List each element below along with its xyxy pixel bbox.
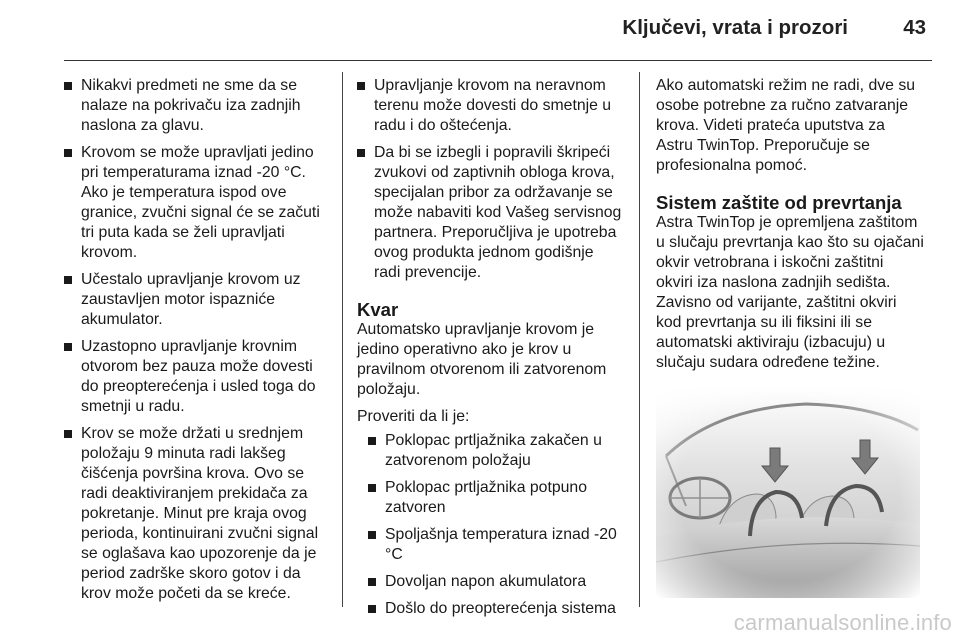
bullet-square-icon — [64, 276, 72, 284]
column-divider — [639, 72, 640, 607]
bullet-square-icon — [368, 605, 376, 613]
list-item — [64, 337, 326, 417]
bullet-square-icon — [368, 578, 376, 586]
list-item — [357, 76, 623, 136]
bullet-list — [64, 76, 326, 604]
list-item — [357, 143, 623, 283]
bullet-text: Upravljanje krovom na neravnom terenu može dovesti do smetnje u radu i do oštećenja. — [374, 77, 612, 134]
bullet-list — [357, 76, 623, 283]
section-heading-kvar: Kvar — [357, 299, 399, 320]
check-intro: Proveriti da li je: — [357, 408, 470, 425]
page-header — [0, 0, 960, 62]
header-rule — [64, 60, 932, 61]
watermark: carmanualsonline.info — [733, 610, 952, 635]
section-heading-rollover: Sistem zaštite od prevrtanja — [656, 192, 902, 213]
bullet-text: Krov se može držati u srednjem položaju 9 minuta radi lakšeg čišćenja površina krova. Ovo se radi deaktiviranjem prekidača za pokretanje. Minut pre kraja ovog perioda, kontinuirani zvučni signal se oglašava kao upozorenje da je period zadrške skoro gotov i da krov može početi da se kreće. — [81, 425, 319, 602]
bullet-square-icon — [368, 531, 376, 539]
bullet-square-icon — [64, 149, 72, 157]
bullet-text: Došlo do preopterećenja sistema — [385, 600, 616, 617]
bullet-text: Krovom se može upravljati jedino pri temperaturama iznad -20 °C. Ako je temperatura ispod ove granice, zvučni signal će se začuti tri puta kada se želi upravljati krovom. — [81, 144, 320, 261]
check-list — [357, 431, 623, 619]
list-item — [357, 431, 623, 471]
bullet-square-icon — [357, 82, 365, 90]
column-right — [656, 76, 924, 428]
bullet-square-icon — [64, 430, 72, 438]
header-title: Ključevi, vrata i prozori — [622, 16, 848, 39]
bullet-square-icon — [64, 343, 72, 351]
bullet-text: Spoljašnja temperatura iznad -20 °C — [385, 526, 617, 563]
bullet-text: Dovoljan napon akumulatora — [385, 573, 587, 590]
list-item — [64, 424, 326, 604]
bullet-text: Nikakvi predmeti ne sme da se nalaze na pokrivaču iza zadnjih naslona za glavu. — [81, 77, 301, 134]
list-item — [357, 572, 623, 592]
list-item — [64, 143, 326, 263]
bullet-square-icon — [357, 149, 365, 157]
bullet-text: Uzastopno upravljanje krovnim otvorom bez pauza može dovesti do preopterećenja i usled toga do smetnji u radu. — [81, 338, 316, 415]
bullet-text: Poklopac prtljažnika potpuno zatvoren — [385, 479, 587, 516]
car-rollover-bars-icon — [656, 386, 920, 598]
list-item — [64, 76, 326, 136]
column-divider — [342, 72, 343, 607]
bullet-text: Da bi se izbegli i popravili škripeći zvukovi od zaptivnih obloga krova, specijalan pribor za održavanje se može nabaviti kod Vašeg servisnog partnera. Preporučljiva je upotreba ovog produkta jednom godišnje radi prevencije. — [374, 144, 622, 281]
intro-paragraph: Ako automatski režim ne radi, dve su osobe potrebne za ručno zatvaranje krova. Videti prateća uputstva za Astru TwinTop. Preporučuje se profesionalna pomoć. — [656, 77, 916, 174]
rollover-paragraph: Astra TwinTop je opremljena zaštitom u slučaju prevrtanja kao što su ojačani okvir vetrobrana i iskočni zaštitni okviri iza naslona zadnjih sedišta. Zavisno od varijante, zaštitni okviri kod prevrtanja su ili fiksini ili se automatski aktiviraju (izbacuju) u slučaju sudara određene težine. — [656, 214, 924, 371]
list-item — [357, 599, 623, 619]
bullet-square-icon — [368, 484, 376, 492]
bullet-square-icon — [368, 437, 376, 445]
list-item — [64, 270, 326, 330]
list-item — [357, 478, 623, 518]
rollover-bars-illustration — [656, 386, 920, 598]
column-left — [64, 76, 326, 611]
page-number: 43 — [903, 16, 926, 39]
column-middle — [357, 76, 623, 626]
bullet-text: Poklopac prtljažnika zakačen u zatvorenom položaju — [385, 432, 602, 469]
list-item — [357, 525, 623, 565]
kvar-paragraph: Automatsko upravljanje krovom je jedino operativno ako je krov u pravilnom otvorenom ili zatvorenom položaju. — [357, 321, 607, 398]
bullet-text: Učestalo upravljanje krovom uz zaustavljen motor ispazniće akumulator. — [81, 271, 301, 328]
bullet-square-icon — [64, 82, 72, 90]
